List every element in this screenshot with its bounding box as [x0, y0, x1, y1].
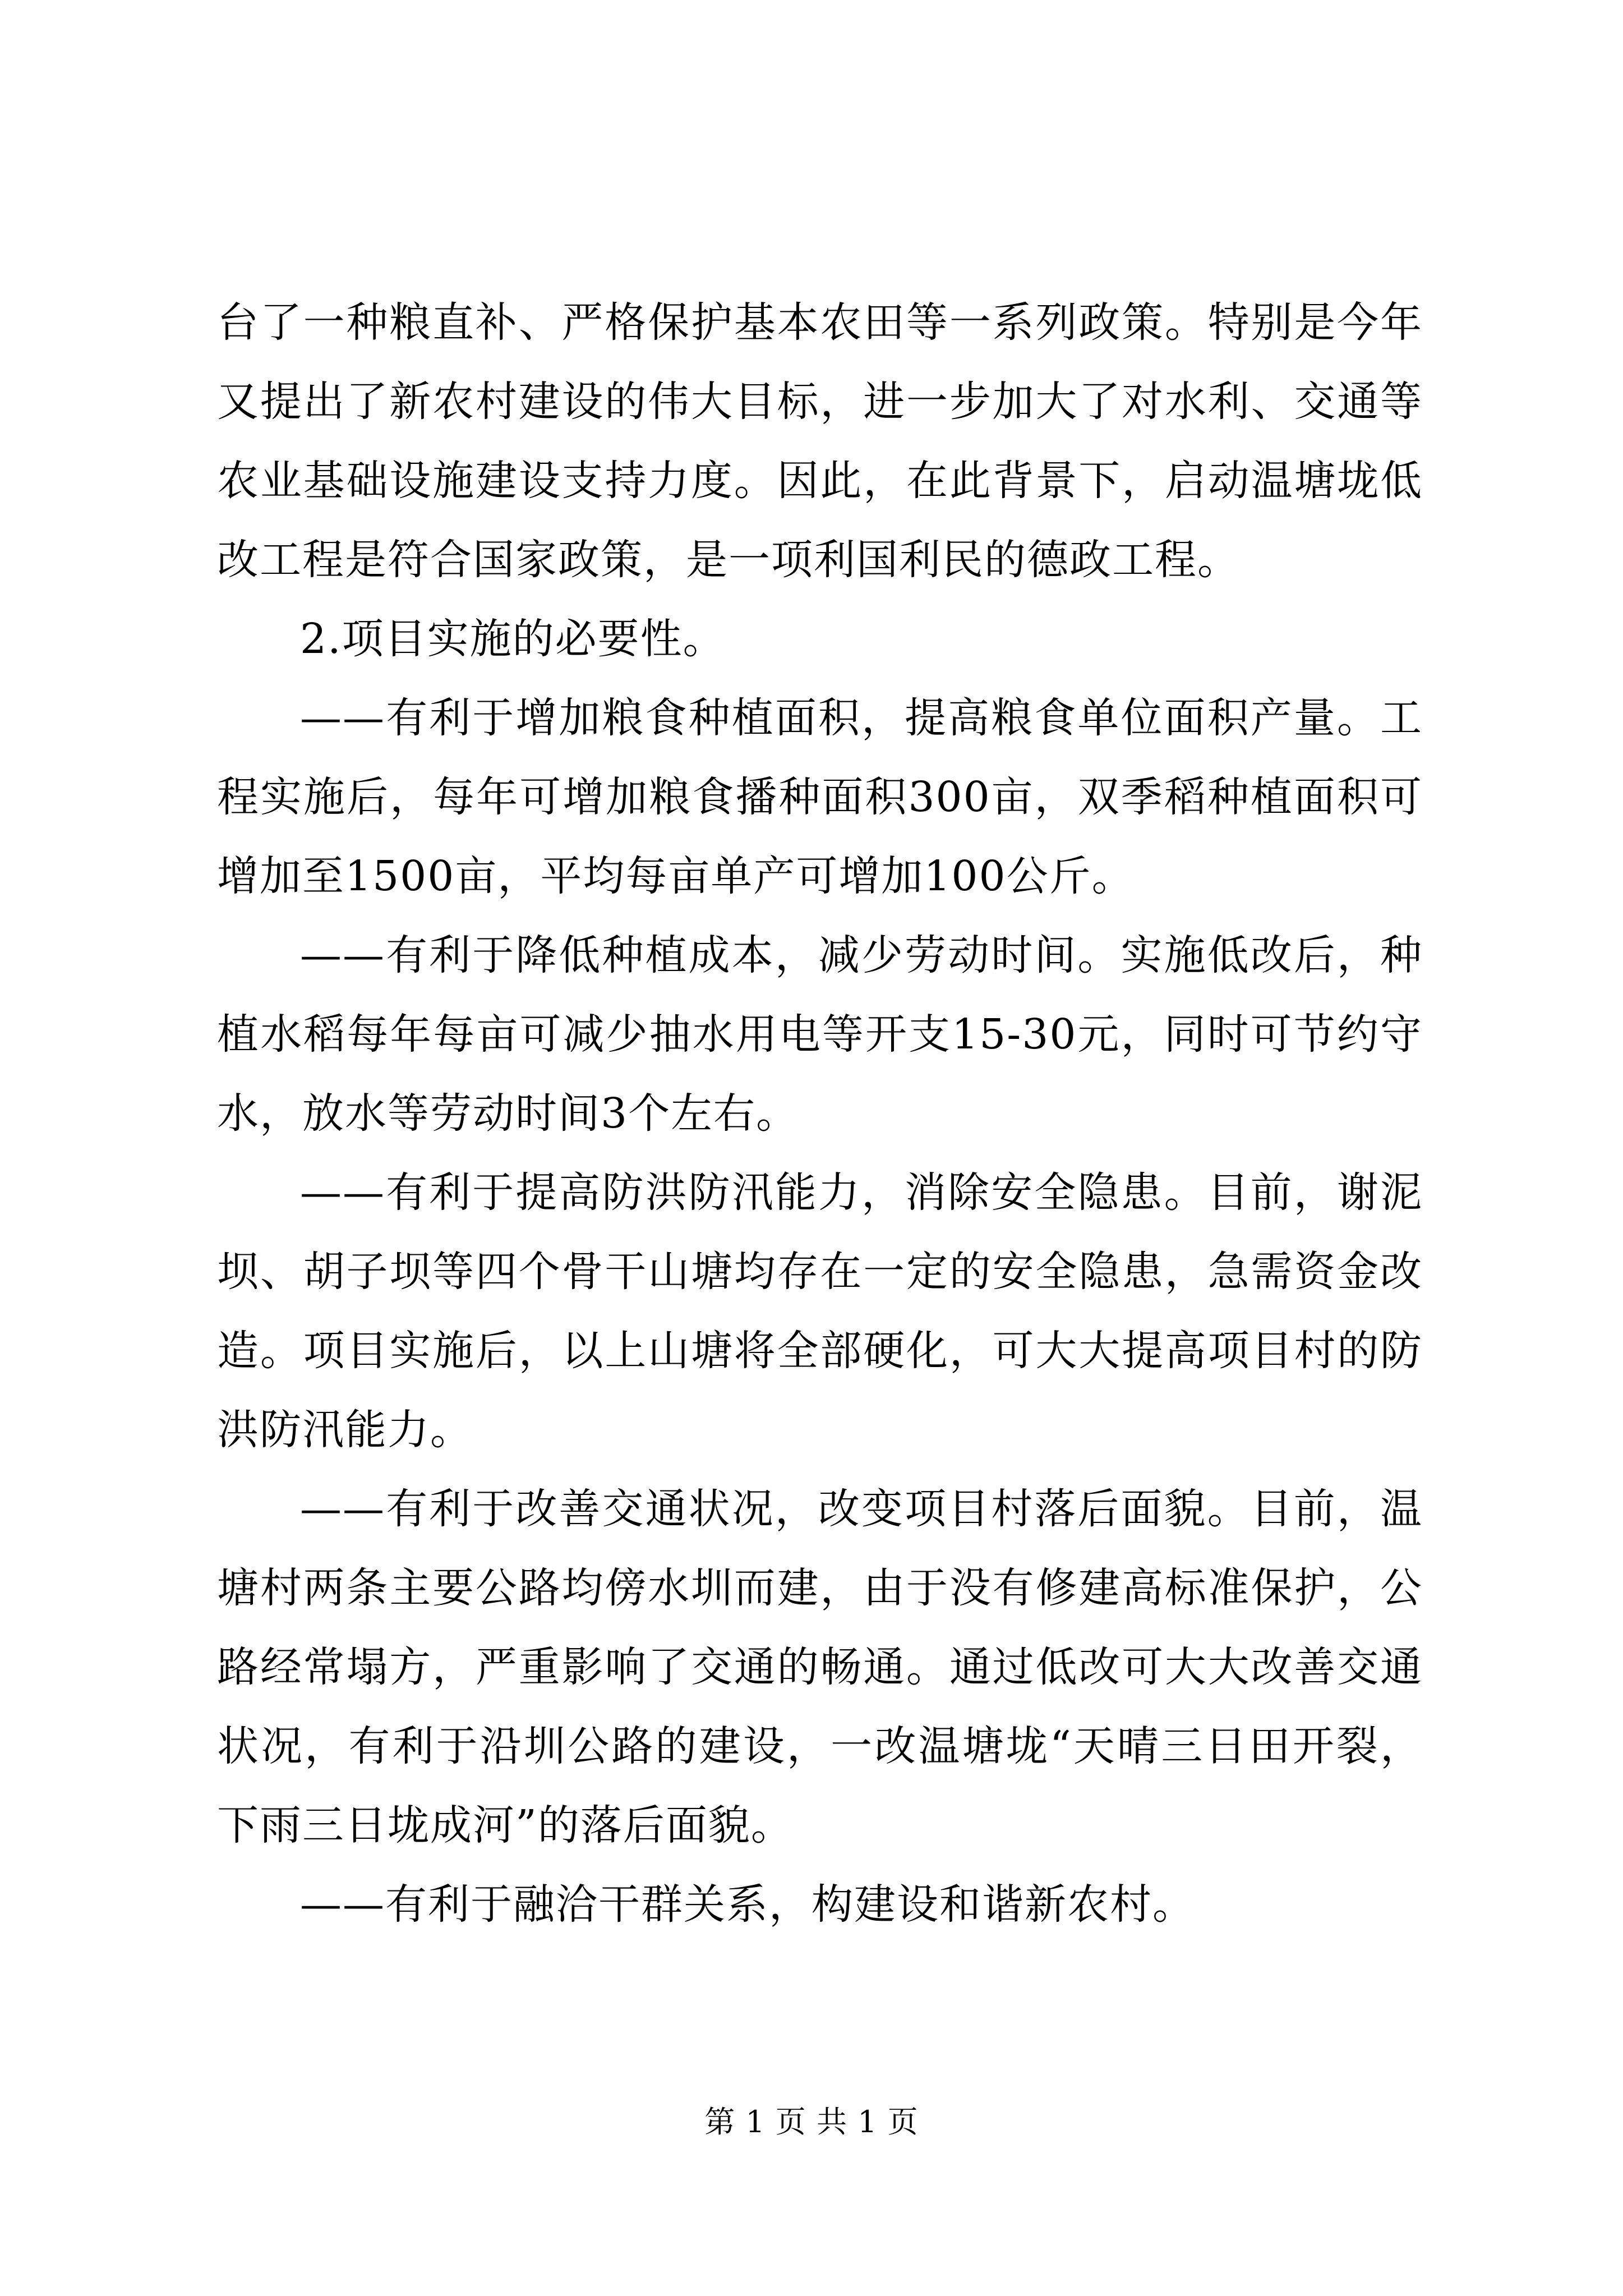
document-body	[217, 283, 1423, 1944]
paragraph-harmonious-village: ——有利于融洽干群关系，构建设和谐新农村。	[300, 1880, 1195, 1929]
paragraph-policy-background: 台了一种粮直补、严格保护基本农田等一系列政策。特别是今年又提出了新农村建设的伟大目标，进一步加大了对水利、交通等农业基础设施建设支持力度。因此，在此背景下，启动温塘垅低改工程是符合国家政策，是一项利国利民的德政工程。	[217, 298, 1423, 584]
paragraph-planting-cost: ——有利于降低种植成本，减少劳动时间。实施低改后，种植水稻每年每亩可减少抽水用电等开支15-30元，同时可节约守水，放水等劳动时间3个左右。	[217, 931, 1423, 1138]
heading-project-necessity: 2.项目实施的必要性。	[300, 615, 726, 663]
paragraph-flood-control: ——有利于提高防洪防汛能力，消除安全隐患。目前，谢泥坝、胡子坝等四个骨干山塘均存在一定的安全隐患，急需资金改造。项目实施后，以上山塘将全部硬化，可大大提高项目村的防洪防汛能力。	[217, 1168, 1423, 1454]
page-footer: 第 1 页 共 1 页	[704, 2104, 919, 2139]
paragraph-grain-yield: ——有利于增加粮食种植面积，提高粮食单位面积产量。工程实施后，每年可增加粮食播种面积300亩，双季稻种植面积可增加至1500亩，平均每亩单产可增加100公斤。	[217, 694, 1423, 900]
paragraph-traffic-improvement: ——有利于改善交通状况，改变项目村落后面貌。目前，温塘村两条主要公路均傍水圳而建，由于没有修建高标准保护，公路经常塌方，严重影响了交通的畅通。通过低改可大大改善交通状况，有利于沿圳公路的建设，一改温塘垅“天晴三日田开裂，下雨三日垅成河”的落后面貌。	[217, 1485, 1423, 1849]
